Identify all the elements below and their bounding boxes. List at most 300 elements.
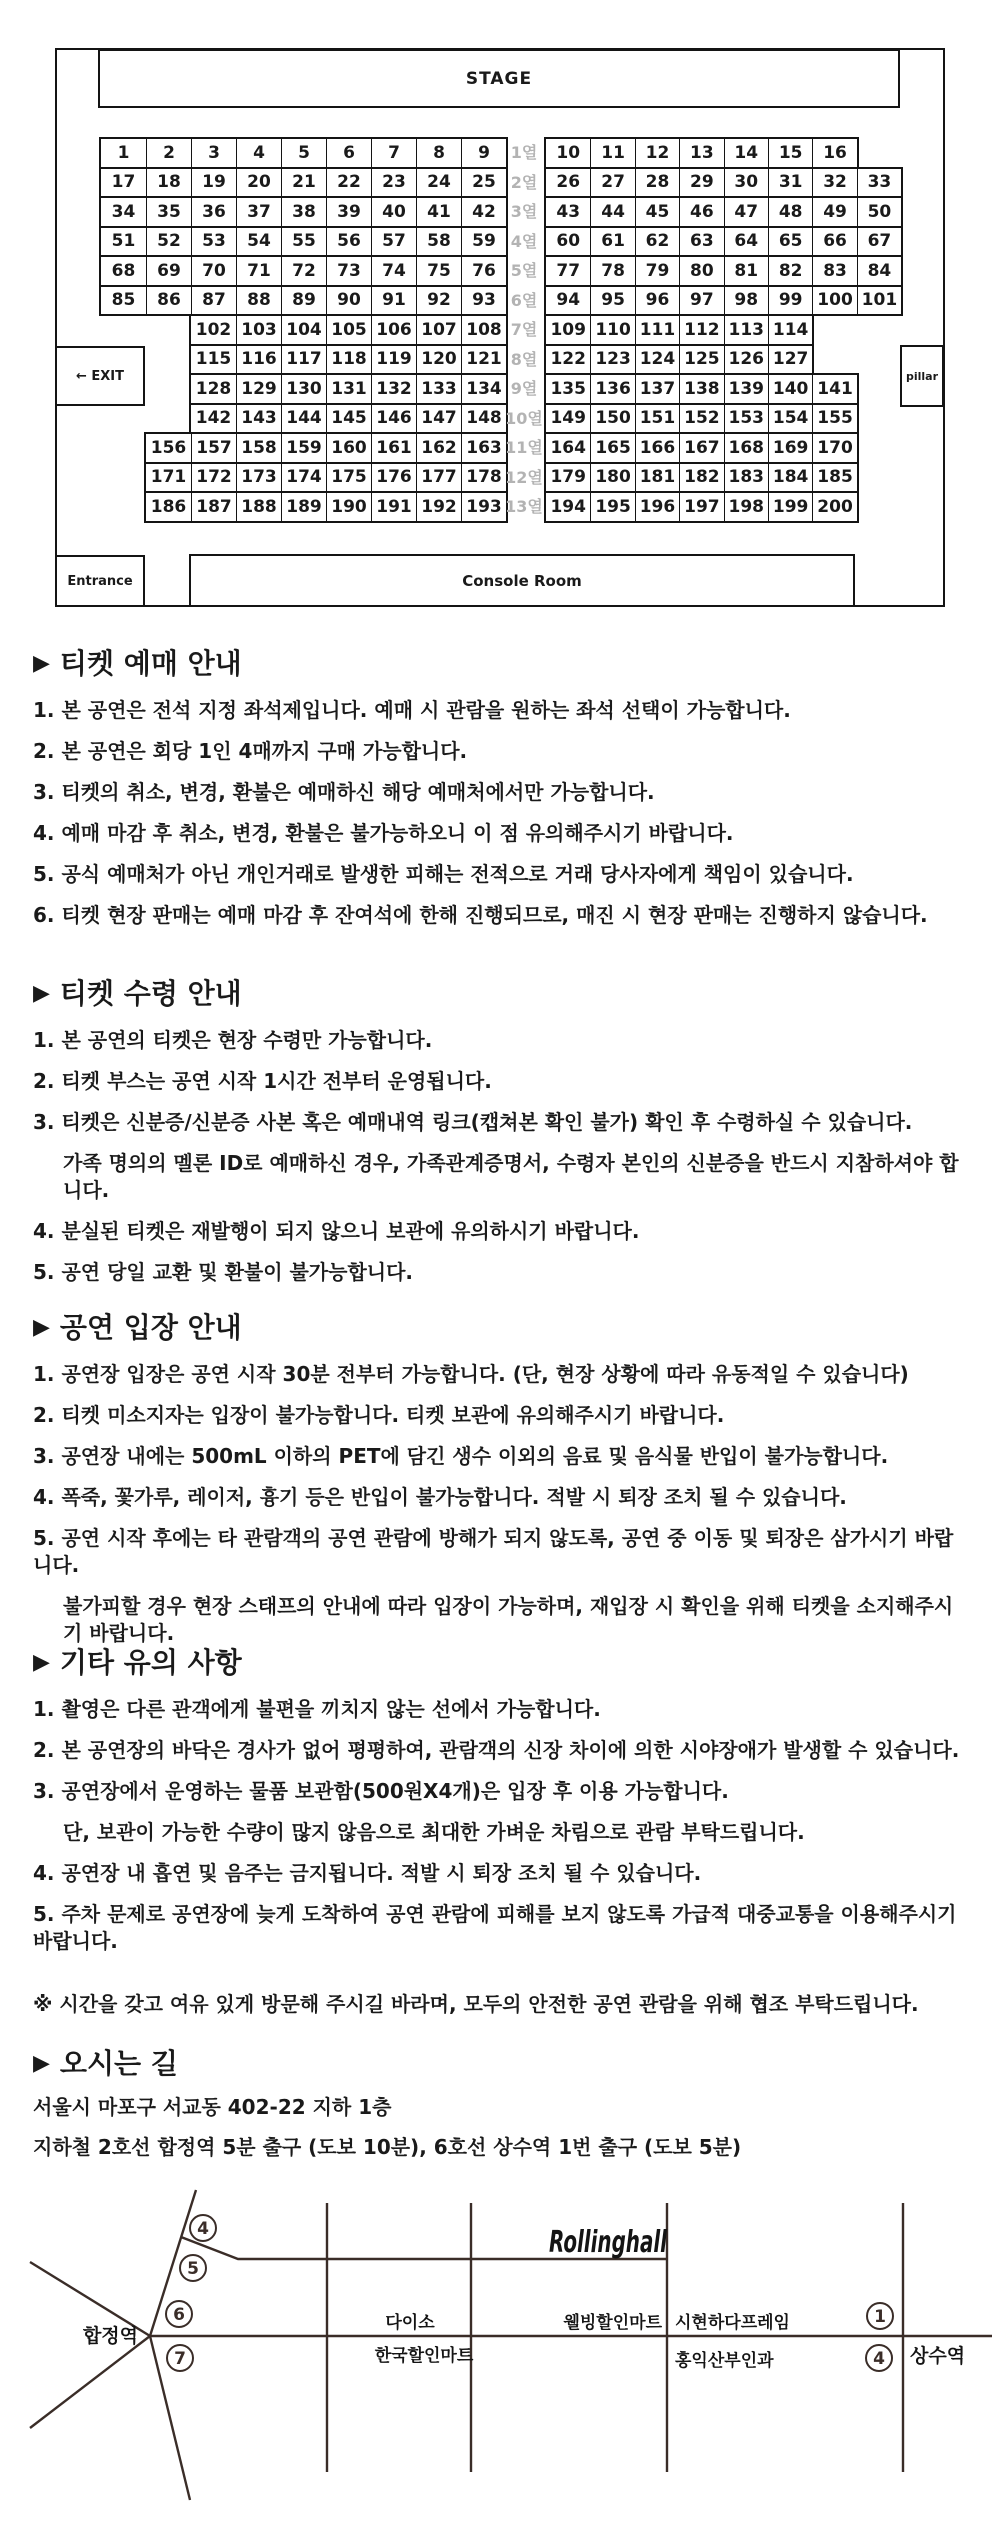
seat-93: 93 [461,287,506,315]
sangsu-exit-1-number: 1 [874,2307,886,2327]
seat-row-block [544,462,859,494]
seat-177: 177 [416,464,461,492]
seat-42: 42 [461,198,506,226]
guideline-item: 4. 분실된 티켓은 재발행이 되지 않으니 보관에 유의하시기 바랍니다. [33,1219,640,1243]
sangsu-exit-4-number: 4 [873,2349,885,2369]
seat-156: 156 [150,437,187,458]
seat-52: 52 [146,228,191,256]
seat-23: 23 [371,169,416,197]
seat-122: 122 [550,349,586,370]
seat-row-block [544,196,903,228]
seat-33: 33 [857,169,901,197]
seat-97: 97 [679,287,723,315]
section-title: ▶ 티켓 수령 안내 [33,977,242,1010]
seat-31: 31 [768,169,812,197]
seat-57: 57 [371,228,416,256]
daiso-label: 다이소 [385,2313,435,2333]
seat-19: 19 [191,169,236,197]
venue-address: 서울시 마포구 서교동 402-22 지하 1층 [33,2095,392,2119]
seat-123: 123 [590,346,634,374]
seat-111: 111 [635,316,679,344]
row-label: 12열 [505,467,543,487]
seat-135: 135 [550,378,586,399]
seat-86: 86 [146,287,191,315]
seat-163: 163 [461,434,506,462]
seat-8: 8 [416,139,461,167]
seat-149: 149 [550,408,586,429]
map-labels [82,2225,965,2371]
seat-162: 162 [416,434,461,462]
seat-89: 89 [281,287,326,315]
seat-46: 46 [679,198,723,226]
seat-21: 21 [281,169,326,197]
row-label: 10열 [505,408,543,428]
seat-row-block [99,137,508,169]
seat-190: 190 [326,493,371,521]
seat-48: 48 [768,198,812,226]
directions-section [33,2047,967,2161]
seat-164: 164 [550,437,586,458]
seat-row-block [144,432,508,464]
seat-176: 176 [371,464,416,492]
seat-39: 39 [326,198,371,226]
seat-26: 26 [556,172,581,193]
triangle-bullet-icon: ▶ [33,2051,50,2076]
seat-195: 195 [590,493,634,521]
seat-118: 118 [326,346,371,374]
row-label: 6열 [510,290,538,310]
seat-200: 200 [812,493,856,521]
seat-121: 121 [461,346,506,374]
seat-103: 103 [236,316,281,344]
seat-178: 178 [461,464,506,492]
seat-60: 60 [556,231,581,252]
seat-81: 81 [724,257,768,285]
seat-4: 4 [236,139,281,167]
section-1 [33,647,967,943]
pillar-label: pillar [905,369,939,383]
seat-130: 130 [281,375,326,403]
seat-25: 25 [461,169,506,197]
seat-49: 49 [812,198,856,226]
section-title: ▶ 티켓 예매 안내 [33,647,242,680]
seat-row-block [544,285,903,317]
seat-1: 1 [117,142,130,163]
seat-96: 96 [635,287,679,315]
seat-132: 132 [371,375,416,403]
seat-150: 150 [590,405,634,433]
guideline-item: 5. 공연 당일 교환 및 환불이 불가능합니다. [33,1260,414,1284]
seat-128: 128 [195,378,232,399]
seat-166: 166 [635,434,679,462]
seat-15: 15 [768,139,812,167]
section-title: ▶ 기타 유의 사항 [33,1646,242,1679]
seat-37: 37 [236,198,281,226]
seat-94: 94 [556,290,581,311]
exit-5-number: 5 [187,2259,199,2279]
guideline-item: 1. 본 공연은 전석 지정 좌석제입니다. 예매 시 관람을 원하는 좌석 선택이 가능합니다. [33,698,791,722]
seat-69: 69 [146,257,191,285]
guideline-item: 3. 티켓은 신분증/신분증 사본 혹은 예매내역 링크(캡쳐본 확인 불가) 확인 후 수령하실 수 있습니다. [33,1110,913,1134]
seat-146: 146 [371,405,416,433]
seat-102: 102 [195,319,232,340]
seat-11: 11 [590,139,634,167]
seat-row-block [99,285,508,317]
seat-27: 27 [590,169,634,197]
seat-181: 181 [635,464,679,492]
seat-77: 77 [556,260,581,281]
seat-92: 92 [416,287,461,315]
seat-197: 197 [679,493,723,521]
seat-174: 174 [281,464,326,492]
seat-62: 62 [635,228,679,256]
seat-108: 108 [461,316,506,344]
entrance-box [55,555,145,607]
section-title: ▶ 공연 입장 안내 [33,1311,242,1344]
seat-199: 199 [768,493,812,521]
seat-75: 75 [416,257,461,285]
stage-box [98,49,900,108]
seat-116: 116 [236,346,281,374]
seat-191: 191 [371,493,416,521]
section-3 [33,1311,967,1661]
seat-row-block [189,344,508,376]
seat-9: 9 [461,139,506,167]
seat-151: 151 [635,405,679,433]
hongik-obgyn-label: 홍익산부인과 [675,2351,774,2371]
seat-152: 152 [679,405,723,433]
seat-107: 107 [416,316,461,344]
seat-137: 137 [635,375,679,403]
seat-row-block [99,255,508,287]
seat-120: 120 [416,346,461,374]
subway-directions: 지하철 2호선 합정역 5분 출구 (도보 10분), 6호선 상수역 1번 출구 (도보 5분) [33,2135,742,2159]
entrance-label: Entrance [67,573,133,589]
seat-79: 79 [635,257,679,285]
guideline-item: 4. 폭죽, 꽃가루, 레이저, 흉기 등은 반입이 불가능합니다. 적발 시 퇴장 조치 될 수 있습니다. [33,1485,847,1509]
seat-row-block [544,403,859,435]
seat-row-block [189,314,508,346]
row-label: 7열 [510,320,538,339]
seat-35: 35 [146,198,191,226]
seat-61: 61 [590,228,634,256]
seat-34: 34 [111,201,136,222]
seat-5: 5 [281,139,326,167]
seat-22: 22 [326,169,371,197]
seat-173: 173 [236,464,281,492]
seat-18: 18 [146,169,191,197]
row-label: 2열 [510,172,538,192]
seat-160: 160 [326,434,371,462]
seat-172: 172 [191,464,236,492]
seat-139: 139 [724,375,768,403]
seat-127: 127 [768,346,812,374]
seat-40: 40 [371,198,416,226]
sangsu-station-label: 상수역 [910,2345,966,2367]
exit-label: ← EXIT [75,368,125,384]
rollinghall-logo: Rollinghall [549,2225,668,2260]
map-roads [30,2190,992,2500]
seat-66: 66 [812,228,856,256]
seat-194: 194 [550,496,586,517]
seat-175: 175 [326,464,371,492]
seat-158: 158 [236,434,281,462]
seat-28: 28 [635,169,679,197]
seat-154: 154 [768,405,812,433]
seat-90: 90 [326,287,371,315]
seat-187: 187 [191,493,236,521]
seat-124: 124 [635,346,679,374]
guideline-item: 1. 공연장 입장은 공연 시작 30분 전부터 가능합니다. (단, 현장 상황에 따라 유동적일 수 있습니다) [33,1362,909,1386]
seat-row-block [99,196,508,228]
seat-88: 88 [236,287,281,315]
seat-29: 29 [679,169,723,197]
section-2 [33,977,967,1300]
seat-row-block [544,491,859,523]
seat-155: 155 [812,405,856,433]
exit-badges [166,2215,893,2371]
row-label: 11열 [505,438,543,457]
seat-147: 147 [416,405,461,433]
section-4 [33,1646,967,1969]
seat-182: 182 [679,464,723,492]
seat-179: 179 [550,467,586,488]
safety-notice: ※ 시간을 갖고 여유 있게 방문해 주시길 바라며, 모두의 안전한 공연 관람을 위해 협조 부탁드립니다. [33,1992,919,2016]
seat-58: 58 [416,228,461,256]
guideline-item: 1. 본 공연의 티켓은 현장 수령만 가능합니다. [33,1028,433,1052]
seat-row-block [144,462,508,494]
seat-192: 192 [416,493,461,521]
seat-row-block [189,403,508,435]
location-map [0,2170,1000,2529]
seat-56: 56 [326,228,371,256]
row-label: 1열 [510,143,538,162]
guideline-item: 5. 공식 예매처가 아닌 개인거래로 발생한 피해는 전적으로 거래 당사자에게 책임이 있습니다. [33,862,854,886]
guideline-item: 가족 명의의 멜론 ID로 예매하신 경우, 가족관계증명서, 수령자 본인의 신분증을 반드시 지참하셔야 합니다. [63,1151,959,1202]
seat-189: 189 [281,493,326,521]
seat-row-block [99,226,508,258]
seat-44: 44 [590,198,634,226]
seat-84: 84 [857,257,901,285]
guideline-item: 불가피할 경우 현장 스태프의 안내에 따라 입장이 가능하며, 재입장 시 확인을 위해 티켓을 소지해주시기 바랍니다. [63,1594,954,1645]
row-label: 8열 [510,349,538,369]
seat-76: 76 [461,257,506,285]
seat-20: 20 [236,169,281,197]
seat-142: 142 [195,408,232,429]
seat-row-block [544,226,903,258]
seat-196: 196 [635,493,679,521]
stage-label: STAGE [465,68,533,89]
seat-row-block [544,344,814,376]
guideline-item: 5. 공연 시작 후에는 타 관람객의 공연 관람에 방해가 되지 않도록, 공연 중 이동 및 퇴장은 삼가시기 바랍니다. [33,1526,954,1577]
seat-169: 169 [768,434,812,462]
guideline-item: 단, 보관이 가능한 수량이 많지 않음으로 최대한 가벼운 차림으로 관람 부탁드립니다. [63,1820,805,1844]
seat-114: 114 [768,316,812,344]
seat-16: 16 [812,139,856,167]
guideline-item: 3. 공연장에서 운영하는 물품 보관함(500원X4개)은 입장 후 이용 가능합니다. [33,1779,729,1803]
seat-109: 109 [550,319,586,340]
seat-95: 95 [590,287,634,315]
seat-134: 134 [461,375,506,403]
guideline-item: 2. 티켓 미소지자는 입장이 불가능합니다. 티켓 보관에 유의해주시기 바랍니다. [33,1403,725,1427]
seat-125: 125 [679,346,723,374]
seat-64: 64 [724,228,768,256]
seat-row-block [544,255,903,287]
seat-85: 85 [111,290,136,311]
seat-80: 80 [679,257,723,285]
seat-72: 72 [281,257,326,285]
seat-43: 43 [556,201,581,222]
seat-47: 47 [724,198,768,226]
guideline-item: 4. 공연장 내 흡연 및 음주는 금지됩니다. 적발 시 퇴장 조치 될 수 있습니다. [33,1861,702,1885]
seat-7: 7 [371,139,416,167]
seat-row-block [544,137,859,169]
seat-129: 129 [236,375,281,403]
seat-170: 170 [812,434,856,462]
seat-17: 17 [111,172,136,193]
seat-55: 55 [281,228,326,256]
seat-100: 100 [812,287,856,315]
seat-30: 30 [724,169,768,197]
seat-13: 13 [679,139,723,167]
seat-32: 32 [812,169,856,197]
seat-row-block [544,167,903,199]
seat-63: 63 [679,228,723,256]
seat-140: 140 [768,375,812,403]
seat-74: 74 [371,257,416,285]
seat-138: 138 [679,375,723,403]
directions-title: ▶ 오시는 길 [33,2047,178,2080]
seat-83: 83 [812,257,856,285]
seat-65: 65 [768,228,812,256]
seat-row-block [144,491,508,523]
seat-82: 82 [768,257,812,285]
row-label: 3열 [510,202,538,221]
seat-3: 3 [191,139,236,167]
seat-117: 117 [281,346,326,374]
seat-110: 110 [590,316,634,344]
guideline-item: 6. 티켓 현장 판매는 예매 마감 후 잔여석에 한해 진행되므로, 매진 시 현장 판매는 진행하지 않습니다. [33,903,928,927]
seat-row-block [544,432,859,464]
seat-6: 6 [326,139,371,167]
seat-133: 133 [416,375,461,403]
seat-70: 70 [191,257,236,285]
seat-45: 45 [635,198,679,226]
seat-row-block [189,373,508,405]
seat-161: 161 [371,434,416,462]
seat-row-block [544,314,814,346]
seat-185: 185 [812,464,856,492]
seat-87: 87 [191,287,236,315]
exit-4-number: 4 [197,2219,209,2239]
guideline-item: 2. 티켓 부스는 공연 시작 1시간 전부터 운영됩니다. [33,1069,492,1093]
guideline-item: 4. 예매 마감 후 취소, 변경, 환불은 불가능하오니 이 점 유의해주시기 바랍니다. [33,821,734,845]
seat-112: 112 [679,316,723,344]
seat-101: 101 [857,287,901,315]
row-label: 9열 [510,379,538,398]
seat-53: 53 [191,228,236,256]
seat-104: 104 [281,316,326,344]
seat-165: 165 [590,434,634,462]
row-label: 13열 [505,497,543,516]
seat-59: 59 [461,228,506,256]
seat-198: 198 [724,493,768,521]
console-room-box [189,554,855,607]
seat-171: 171 [150,467,187,488]
seat-143: 143 [236,405,281,433]
seat-68: 68 [111,260,136,281]
seat-91: 91 [371,287,416,315]
console-room-label: Console Room [462,571,582,590]
hapjeong-station-label: 합정역 [82,2325,138,2347]
seat-126: 126 [724,346,768,374]
seat-51: 51 [111,231,136,252]
seat-136: 136 [590,375,634,403]
seat-153: 153 [724,405,768,433]
seat-12: 12 [635,139,679,167]
seat-145: 145 [326,405,371,433]
seat-144: 144 [281,405,326,433]
seat-157: 157 [191,434,236,462]
seat-193: 193 [461,493,506,521]
guideline-item: 2. 본 공연은 회당 1인 4매까지 구매 가능합니다. [33,739,468,763]
seat-113: 113 [724,316,768,344]
seat-186: 186 [150,496,187,517]
seat-131: 131 [326,375,371,403]
seat-38: 38 [281,198,326,226]
exit-box [55,346,145,406]
seat-78: 78 [590,257,634,285]
seat-67: 67 [857,228,901,256]
sihyeonhada-frame-label: 시현하다프레임 [675,2313,790,2333]
row-label: 4열 [510,231,538,251]
road-downleft [30,2336,150,2428]
seat-119: 119 [371,346,416,374]
exit-6-number: 6 [173,2305,185,2325]
seat-50: 50 [857,198,901,226]
seat-row-block [544,373,859,405]
seat-99: 99 [768,287,812,315]
triangle-bullet-icon: ▶ [33,1650,50,1675]
seat-10: 10 [556,142,581,163]
pillar-box [900,345,944,407]
seat-105: 105 [326,316,371,344]
seat-148: 148 [461,405,506,433]
seat-180: 180 [590,464,634,492]
seat-98: 98 [724,287,768,315]
row-label: 5열 [510,261,538,280]
seat-24: 24 [416,169,461,197]
guideline-item: 3. 티켓의 취소, 변경, 환불은 예매하신 해당 예매처에서만 가능합니다. [33,780,655,804]
seat-188: 188 [236,493,281,521]
seat-71: 71 [236,257,281,285]
seat-row-block [99,167,508,199]
seat-106: 106 [371,316,416,344]
seat-115: 115 [195,349,232,370]
seat-184: 184 [768,464,812,492]
seat-73: 73 [326,257,371,285]
exit-7-number: 7 [174,2349,186,2369]
guideline-item: 1. 촬영은 다른 관객에게 불편을 끼치지 않는 선에서 가능합니다. [33,1697,601,1721]
triangle-bullet-icon: ▶ [33,981,50,1006]
triangle-bullet-icon: ▶ [33,1315,50,1340]
wellbeing-mart-label: 웰빙할인마트 [563,2313,662,2333]
seat-167: 167 [679,434,723,462]
guideline-item: 3. 공연장 내에는 500mL 이하의 PET에 담긴 생수 이외의 음료 및 음식물 반입이 불가능합니다. [33,1444,889,1468]
seating-chart [55,48,945,607]
seat-168: 168 [724,434,768,462]
guideline-item: 5. 주차 문제로 공연장에 늦게 도착하여 공연 관람에 피해를 보지 않도록 가급적 대중교통을 이용해주시기 바랍니다. [33,1902,957,1953]
